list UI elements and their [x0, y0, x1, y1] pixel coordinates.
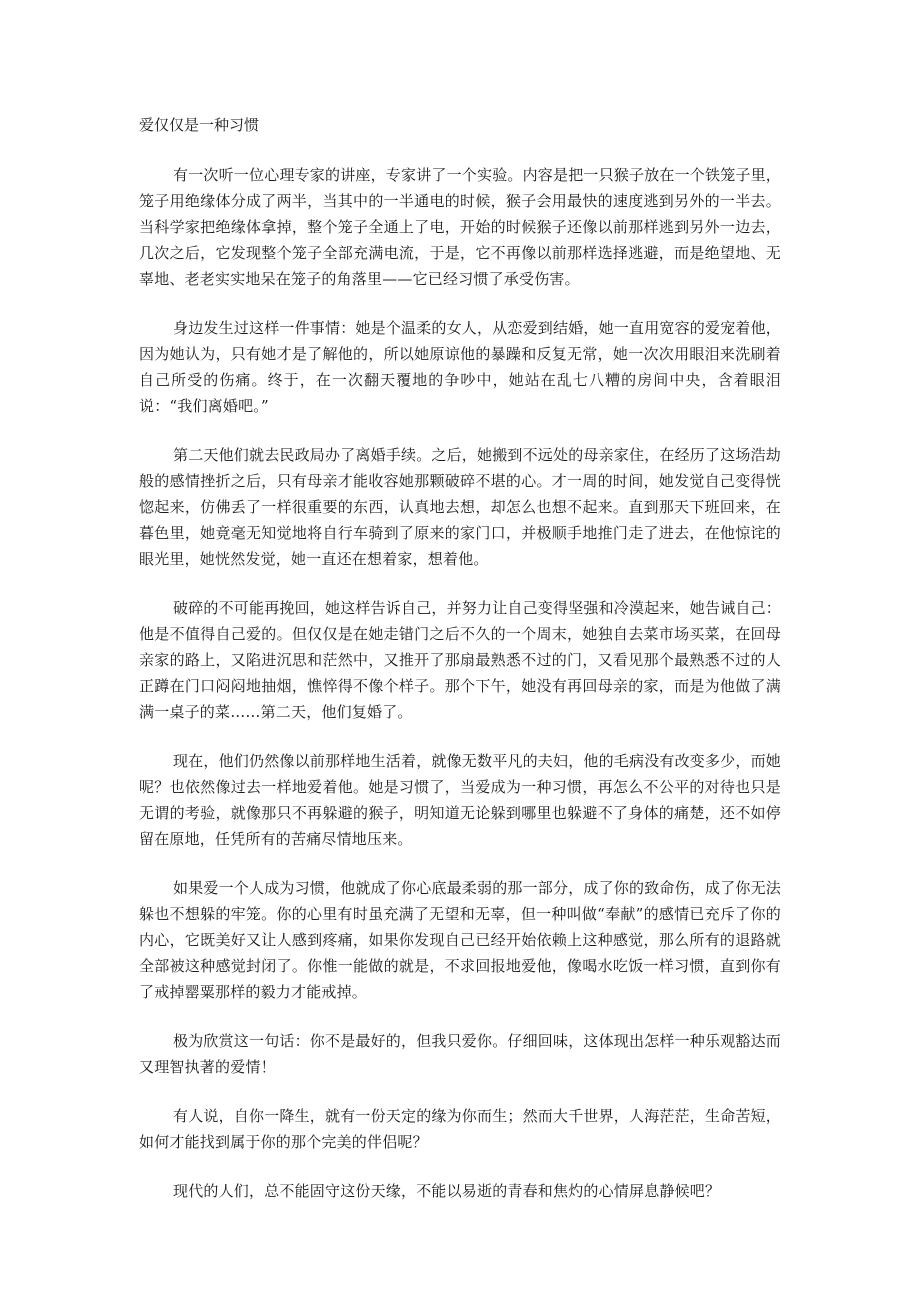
document-title: 爱仅仅是一种习惯	[139, 116, 260, 134]
paragraph: 破碎的不可能再挽回，她这样告诉自己，并努力让自己变得坚强和冷漠起来，她告诫自己：他是不值得自己爱的。但仅仅是在她走错门之后不久的一个周末，她独自去菜市场买菜，在回母亲家的路上，又陷进沉思和茫然中，又推开了那扇最熟悉不过的门，又看见那个最熟悉不过的人正蹲在门口闷闷地抽烟，憔悴得不像个样子。那个下午，她没有再回母亲的家，而是为他做了满满一桌子的菜……第二天，他们复婚了。	[139, 599, 782, 721]
paragraph: 第二天他们就去民政局办了离婚手续。之后，她搬到不远处的母亲家住，在经历了这场浩劫般的感情挫折之后，只有母亲才能收容她那颗破碎不堪的心。才一周的时间，她发觉自己变得恍惚起来，仿佛丢了一样很重要的东西，认真地去想，却怎么也想不起来。直到那天下班回来，在暮色里，她竟毫无知觉地将自行车骑到了原来的家门口，并极顺手地推门走了进去，在他惊诧的眼光里，她恍然发觉，她一直还在想着家，想着他。	[139, 446, 782, 568]
paragraph: 极为欣赏这一句话：你不是最好的，但我只爱你。仔细回味，这体现出怎样一种乐观豁达而又理智执著的爱情！	[139, 1032, 782, 1076]
paragraph: 身边发生过这样一件事情：她是个温柔的女人，从恋爱到结婚，她一直用宽容的爱宠着他，因为她认为，只有她才是了解他的，所以她原谅他的暴躁和反复无常，她一次次用眼泪来洗刷着自己所受的伤痛。终于，在一次翻天覆地的争吵中，她站在乱七八糟的房间中央，含着眼泪说：“我们离婚吧。”	[139, 319, 782, 415]
paragraph: 有人说，自你一降生，就有一份天定的缘为你而生；然而大千世界，人海茫茫，生命苦短，如何才能找到属于你的那个完美的伴侣呢？	[139, 1107, 782, 1151]
paragraph: 有一次听一位心理专家的讲座，专家讲了一个实验。内容是把一只猴子放在一个铁笼子里，笼子用绝缘体分成了两半，当其中的一半通电的时候，猴子会用最快的速度逃到另外的一半去。当科学家把绝缘体拿掉，整个笼子全通上了电，开始的时候猴子还像以前那样逃到另外一边去，几次之后，它发现整个笼子全部充满电流，于是，它不再像以前那样选择逃避，而是绝望地、无辜地、老老实实地呆在笼子的角落里——它已经习惯了承受伤害。	[139, 166, 782, 288]
paragraph: 现代的人们，总不能固守这份天缘，不能以易逝的青春和焦灼的心情屏息静候吧？	[173, 1182, 721, 1200]
paragraph: 如果爱一个人成为习惯，他就成了你心底最柔弱的那一部分，成了你的致命伤，成了你无法躲也不想躲的牢笼。你的心里有时虽充满了无望和无辜，但一种叫做“奉献”的感情已充斥了你的内心，它既美好又让人感到疼痛，如果你发现自己已经开始依赖上这种感觉，那么所有的退路就全部被这种感觉封闭了。你惟一能做的就是，不求回报地爱他，像喝水吃饭一样习惯，直到你有了戒掉罂粟那样的毅力才能戒掉。	[139, 879, 782, 1001]
paragraph: 现在，他们仍然像以前那样地生活着，就像无数平凡的夫妇，他的毛病没有改变多少，而她呢？也依然像过去一样地爱着他。她是习惯了，当爱成为一种习惯，再怎么不公平的对待也只是无谓的考验，就像那只不再躲避的猴子，明知道无论躲到哪里也躲避不了身体的痛楚，还不如停留在原地，任凭所有的苦痛尽情地压来。	[139, 752, 782, 848]
document-page	[139, 112, 781, 1227]
